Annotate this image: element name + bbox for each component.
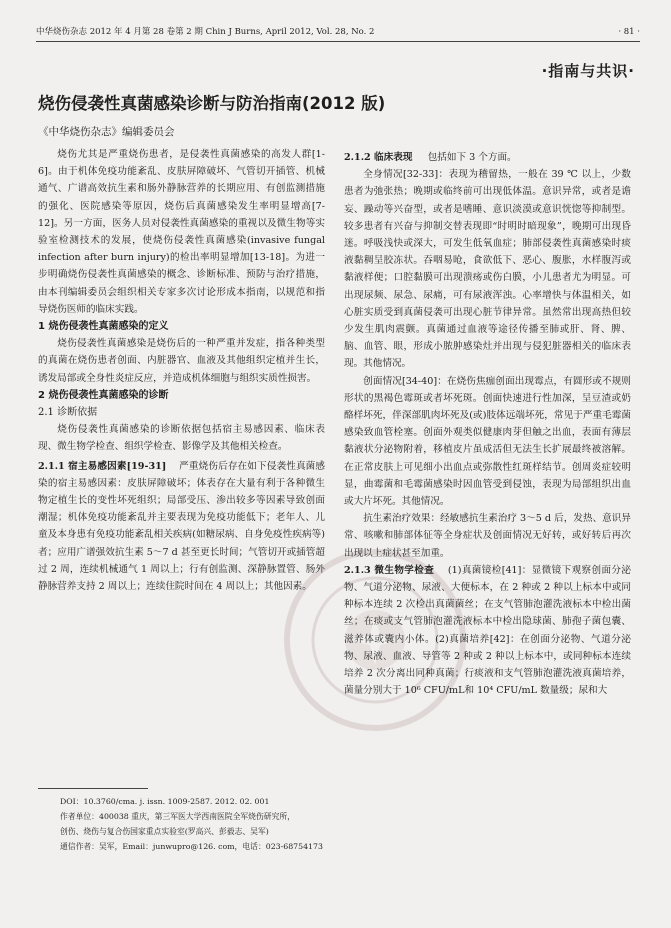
- header-rule: [36, 41, 640, 42]
- footnote-rule: [38, 788, 148, 789]
- section-2-1-1-heading: 2.1.1 宿主易感因素[19-31]: [38, 460, 167, 472]
- section-2-1-1-text: 严重烧伤后存在如下侵袭性真菌感染的宿主易感因素：皮肤屏障破坏；体表存在大量有利于各种微生物定植生长的变性坏死组织；局部受压、渗出较多等因素导致创面潮湿；机体免疫功能紊乱并主要表现为免疫功能低下；老年人、儿童及本身患有免疫功能紊乱相关疾病(如糖尿病、自身免疫性疾病等)者；应用广谱强效抗生素 5～7 d 甚至更长时间；气管切开或插管超过 2 周，连续机械通气 1 周以上；行有创监测、深静脉置管、肠外静脉营养支持 2 周以上；连续住院时间在 4 周以上；其他因素。: [38, 460, 326, 593]
- left-column: [38, 146, 325, 595]
- intro-paragraph: 烧伤尤其是严重烧伤患者，是侵袭性真菌感染的高发人群[1-6]。由于机体免疫功能紊乱、皮肤屏障破坏、气管切开插管、机械通气、广谱高效抗生素和肠外静脉营养的长期应用、有创监测措施的强化、医院感染等原因，烧伤后真菌感染发生率明显增高[7-12]。另一方面，医务人员对侵袭性真菌感染的重视以及微生物等实验室检测技术的发展，使烧伤侵袭性真菌感染(invasive fungal infection after burn injury)的检出率明显增加[13-18]。为进一步明确烧伤侵袭性真菌感染的概念、诊断标准、预防与治疗措施，由本刊编辑委员会组织相关专家多次讨论形成本指南，以规范和指导烧伤医师的临床实践。: [38, 149, 325, 315]
- article-authors: 《中华烧伤杂志》编辑委员会: [38, 126, 175, 138]
- section-1-heading: 1 烧伤侵袭性真菌感染的定义: [38, 321, 169, 333]
- journal-citation: 中华烧伤杂志 2012 年 4 月第 28 卷第 2 期 Chin J Burns, April 2012, Vol. 28, No. 2: [36, 27, 375, 37]
- correspondence-line: 通信作者：吴军，Email：junwupro@126. com，电话：023-68754173: [60, 842, 323, 851]
- right-column: [344, 149, 631, 700]
- general-condition-text: 全身情况[32-33]：表现为稽留热，一般在 39 ℃ 以上，少数患者为弛张热；晚期或临终前可出现低体温。意识异常，或者是谵妄、躁动等兴奋型，或者是嗜睡、意识淡漠或意识恍惚等抑制型。较多患者有兴奋与抑制交替表现即“时明时暗现象”，晚期可出现昏迷。呼吸浅快或深大，可发生低氧血症；肺部侵袭性真菌感染时痰液黏稠呈胶冻状。吞咽易呛，食欲低下、恶心、腹胀，水样腹泻或黏液样便；口腔黏膜可出现溃疡或伤白膜，小儿患者尤为明显。可出现尿频、尿急、尿痛，可有尿液浑浊。心率增快与体温相关，如心脏实质受到真菌侵袭可出现心脏节律异常。虽然常出现高热但较少发生肌肉震颤。真菌通过血液等途径传播至肺或肝、肾、脾、脑、血管、眼，形成小脓肿感染灶并出现与侵犯脏器相关的临床表现。其他情况。: [344, 169, 631, 370]
- page-number: · 81 ·: [618, 27, 640, 37]
- affiliation-line-2: 创伤、烧伤与复合伤国家重点实验室(罗高兴、彭毅志、吴军): [60, 827, 269, 836]
- antibiotic-effect-text: 抗生素治疗效果：经敏感抗生素治疗 3～5 d 后，发热、意识异常、咳嗽和肺部体征等全身症状及创面情况无好转，或好转后再次出现以上症状甚至加重。: [344, 513, 631, 559]
- section-2-1-2-heading: 2.1.2 临床表现: [344, 152, 413, 163]
- article-title: 烧伤侵袭性真菌感染诊断与防治指南(2012 版): [38, 94, 386, 113]
- section-2-1-3-heading: 2.1.3 微生物学检查: [344, 564, 435, 576]
- section-label: ·指南与共识·: [541, 62, 635, 80]
- doi-line: DOI：10.3760/cma. j. issn. 1009-2587. 2012. 02. 001: [60, 797, 270, 806]
- section-2-1-3-text: (1)真菌镜检[41]：显微镜下观察创面分泌物、气道分泌物、尿液、大便标本，在 2 种或 2 种以上标本中或同种标本连续 2 次检出真菌菌丝；在支气管肺泡灌洗液标本中检出菌丝；在痰或支气管肺泡灌洗液标本中检出隐球菌、肺孢子菌包囊、滋养体或囊内小体。(2)真菌培养[42]：在创面分泌物、气道分泌物、尿液、血液、导管等 2 种或 2 种以上标本中，或同种标本连续培养 2 次分离出同种真菌；行痰液和支气管肺泡灌洗液真菌培养，菌量分别大于 10⁶ CFU/mL和 10⁴ CFU/mL 数量级；尿和大: [344, 564, 631, 697]
- footnotes: [60, 794, 330, 854]
- wound-condition-text: 创面情况[34-40]：在烧伤焦痂创面出现霉点，有圆形或不规则形状的黑褐色霉斑或者坏死斑。创面快速进行性加深，呈豆渣或奶酪样坏死，伴深部肌肉坏死及(或)肢体远端坏死，常见于严重毛霉菌感染致血管栓塞。创面外观类似健康肉芽但触之出血，表面有薄层黏液状分泌物附着，移植皮片虽成活但无法生长扩展最终被溶解。在正常皮肤上可见细小出血点或弥散性红斑样结节。创周炎症较明显，曲霉菌和毛霉菌感染时因血管受到侵蚀，表现为局部组织出血或大片坏死。其他情况。: [344, 375, 631, 508]
- section-2-1-heading: 2.1 诊断依据: [38, 407, 98, 419]
- section-2-heading: 2 烧伤侵袭性真菌感染的诊断: [38, 389, 169, 401]
- section-1-text: 烧伤侵袭性真菌感染是烧伤后的一种严重并发症，指各种类型的真菌在烧伤患者创面、内脏器官、血液及其他组织定植并生长，诱发局部或全身性炎症反应，并造成机体细胞与组织实质性损害。: [38, 338, 325, 384]
- section-2-1-text: 烧伤侵袭性真菌感染的诊断依据包括宿主易感因素、临床表现、微生物学检查、组织学检查、影像学及其他相关检查。: [38, 424, 325, 453]
- affiliation-line-1: 作者单位：400038 重庆，第三军医大学西南医院全军烧伤研究所，: [60, 812, 295, 821]
- section-2-1-2-lead: 包括如下 3 个方面。: [427, 152, 517, 163]
- running-head: [36, 26, 640, 38]
